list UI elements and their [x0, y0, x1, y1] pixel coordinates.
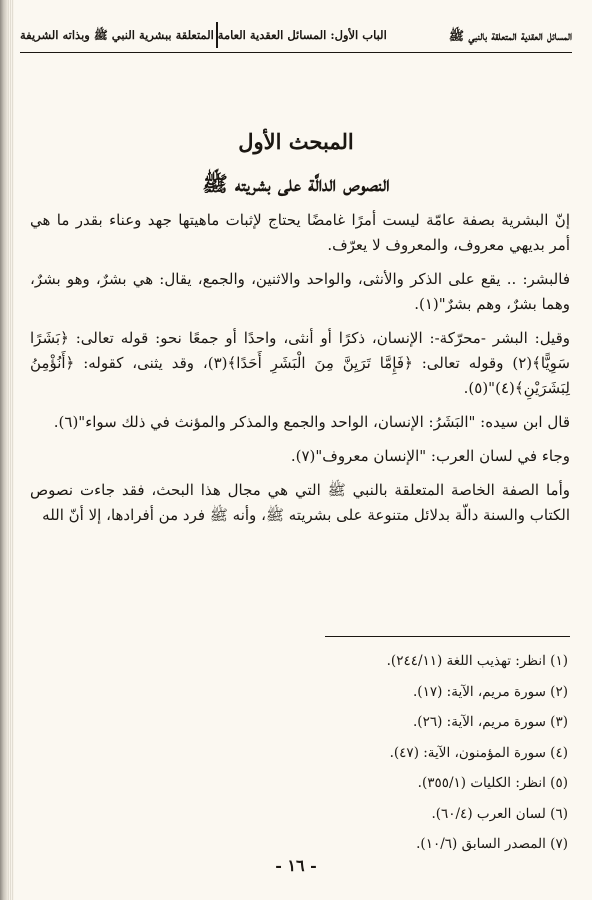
footnote: (٣) سورة مريم، الآية: (٢٦). — [413, 714, 568, 730]
chapter-title: المبحث الأول — [238, 129, 354, 154]
running-header-section-title: الباب الأول: المسائل العقدية العامة المتعلقة ببشرية النبي ﷺ وبذاته الشريفة — [20, 28, 387, 42]
footnote: (٤) سورة المؤمنون، الآية: (٤٧). — [389, 744, 568, 761]
footnote-separator — [325, 636, 570, 637]
paragraph: وجاء في لسان العرب: "الإنسان معروف"(٧). — [290, 447, 570, 465]
paragraph: فالبشر: .. يقع على الذكر والأنثى، والواحد والاثنين، والجمع، يقال: هي بشرٌ، وهو بشرٌ، وهما بشرٌ، وهم بشرٌ"(١). — [30, 270, 570, 313]
page-number: - ١٦ - — [275, 856, 317, 875]
chapter-subtitle: النصوص الدالَّة على بشريته ﷺ — [202, 171, 390, 196]
footnote: (٥) انظر: الكليات (٣٥٥/١). — [417, 775, 568, 791]
paragraph: وأما الصفة الخاصة المتعلقة بالنبي ﷺ التي هي مجال هذا البحث، فقد جاءت نصوص الكتاب والسنة دالّة بدلائل متنوعة على بشريته ﷺ، وأنه ﷺ فرد من أفرادها، إلا أنّ الله — [30, 481, 570, 524]
chapter-heading — [0, 126, 592, 200]
paragraph: وقيل: البشر -محرّكة-: الإنسان، ذكرًا أو أنثى، واحدًا أو جمعًا نحو: قوله تعالى: ﴿بَشَرًا سَوِيًّا﴾(٢) وقوله تعالى: ﴿فَإِمَّا تَرَيِنَّ مِنَ الْبَشَرِ أَحَدًا﴾(٣)، وقد يثنى، كقوله: ﴿أَنُؤْمِنُ لِبَشَرَيْنِ﴾(٤)"(٥). — [30, 329, 570, 397]
running-header — [20, 12, 572, 53]
paragraph: قال ابن سيده: "البَشَرُ: الإنسان، الواحد والجمع والمذكر والمؤنث في ذلك سواء"(٦). — [53, 413, 570, 431]
footnote: (١) انظر: تهذيب اللغة (٢٤٤/١١). — [386, 653, 568, 669]
footnote: (٢) سورة مريم، الآية: (١٧). — [413, 683, 568, 700]
running-header-book-title: المسائل العقدية المتعلقة بالنبي ﷺ — [448, 28, 572, 43]
footnotes — [200, 646, 568, 860]
footnote: (٧) المصدر السابق (١٠/٦). — [416, 836, 568, 852]
footnote: (٦) لسان العرب (٦٠/٤). — [431, 805, 568, 822]
paragraph: إنّ البشرية بصفة عامّة ليست أمرًا غامضًا يحتاج لإثبات ماهيتها جهد وعناء بقدر ما هي أمر بديهي معروف، والمعروف لا يعرّف. — [30, 211, 570, 254]
body-text — [30, 208, 570, 537]
